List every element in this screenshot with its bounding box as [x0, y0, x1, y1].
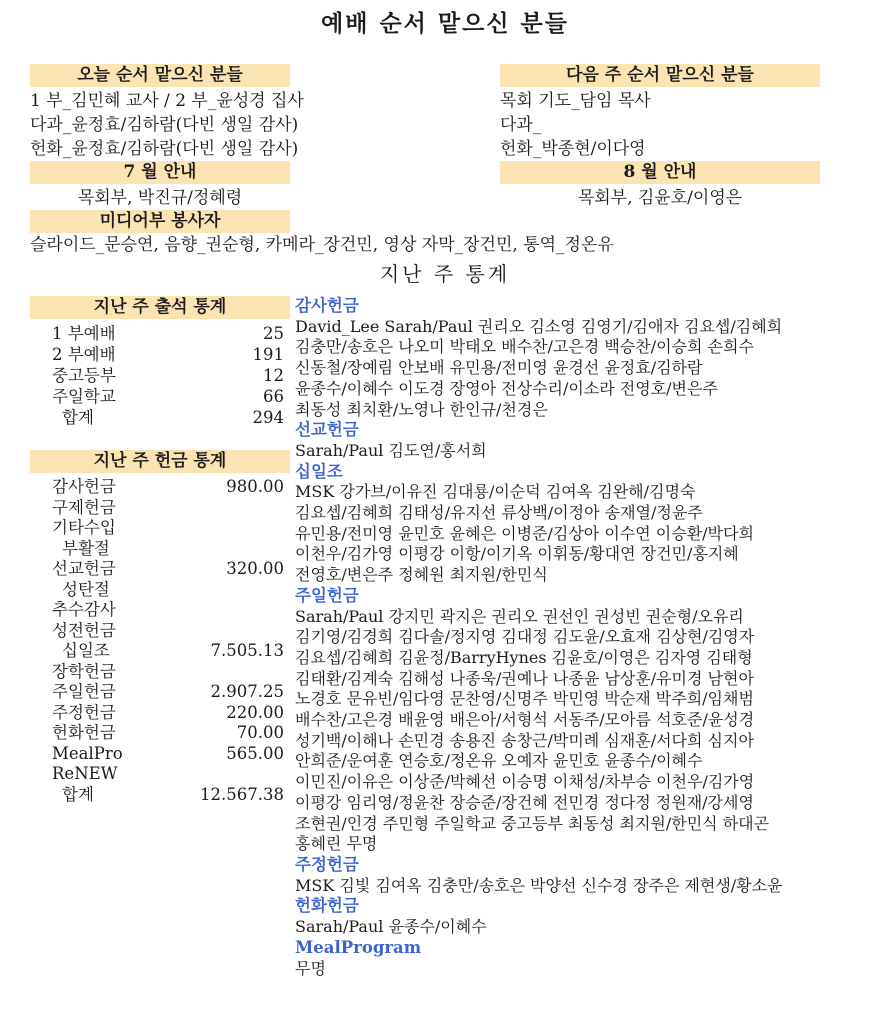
- row-label: 추수감사: [52, 600, 116, 619]
- donor-section-header: MealProgram: [295, 937, 422, 957]
- donor-names-line: MSK 김빛 김여옥 김충만/송호은 박양선 신수경 장주은 제현생/황소윤: [295, 875, 783, 895]
- today-assignment-line: 1 부_김민혜 교사 / 2 부_윤성경 집사: [30, 91, 304, 111]
- today-assignment-line: 다과_윤정효/김하람(다빈 생일 감사): [30, 115, 299, 135]
- row-value: 12.567.38: [200, 784, 284, 804]
- table-row: [30, 600, 290, 621]
- donor-names-line: 전영호/변은주 정혜원 최지원/한민식: [295, 565, 548, 585]
- donor-names-line: 조현권/인경 주민형 주일학교 중고등부 최동성 최지원/한민식 하대곤: [295, 813, 770, 833]
- donor-names-line: 김충만/송호은 나오미 박태오 배수찬/고은경 백승찬/이승희 손희수: [295, 337, 754, 357]
- table-row: [30, 682, 290, 703]
- table-row: [30, 621, 290, 642]
- table-row: [30, 477, 290, 498]
- weekly-stats-title: 지난 주 통계: [379, 262, 511, 286]
- donor-names-line: MSK 강가브/이유진 김대룡/이순덕 김여옥 김완해/김명숙: [295, 482, 696, 502]
- table-row-total: [30, 785, 290, 806]
- row-value: 191: [252, 345, 284, 364]
- row-label: 감사헌금: [52, 477, 116, 496]
- row-label: 헌화헌금: [52, 723, 116, 742]
- table-row-total: [30, 407, 290, 428]
- donor-names-line: 김요셉/김혜희 김윤정/BarryHynes 김윤호/이영은 김자영 김태형: [295, 647, 753, 667]
- table-row: [30, 744, 290, 765]
- attendance-stats-header: 지난 주 출석 통계: [30, 296, 290, 319]
- row-label: 성탄절: [62, 579, 110, 599]
- july-notice-header: 7 월 안내: [30, 161, 290, 184]
- donor-names-line: 김태환/김계숙 김해성 나종욱/권예나 나종윤 남상훈/유미경 남현아: [295, 668, 754, 688]
- row-value: 25: [263, 324, 284, 343]
- table-row: [30, 539, 290, 560]
- offering-stats-header: 지난 주 헌금 통계: [30, 450, 290, 473]
- donor-lists-column: [295, 296, 885, 979]
- media-team-header: 미디어부 봉사자: [30, 210, 290, 233]
- table-row: [30, 723, 290, 744]
- donor-names-line: Sarah/Paul 김도연/홍서희: [295, 440, 487, 460]
- donor-section-header: 주정헌금: [295, 854, 359, 874]
- donor-section-header: 주일헌금: [295, 585, 359, 605]
- donor-names-line: Sarah/Paul 윤종수/이혜수: [295, 917, 487, 937]
- row-value: 2.907.25: [210, 682, 284, 701]
- august-notice-line: 목회부, 김윤호/이영은: [577, 188, 743, 208]
- table-row: [30, 559, 290, 580]
- donor-names-line: 최동성 최치환/노영나 한인규/천경은: [295, 399, 548, 419]
- row-label: 2 부예배: [52, 345, 116, 364]
- donor-names-line: 무명: [295, 958, 326, 978]
- table-row: [30, 323, 290, 344]
- row-label: 주일학교: [52, 387, 116, 406]
- donor-names-line: 윤종수/이혜수 이도경 장영아 전상수리/이소라 전영호/변은주: [295, 378, 718, 398]
- next-week-assignment-line: 다과_: [500, 115, 542, 135]
- table-row: [30, 703, 290, 724]
- attendance-stats-table: [30, 296, 290, 428]
- row-value: 980.00: [226, 477, 284, 496]
- row-label: 합계: [62, 408, 94, 427]
- row-label: 기타수입: [52, 518, 116, 537]
- row-label: 구제헌금: [52, 497, 116, 517]
- row-label: 주일헌금: [52, 682, 116, 701]
- donor-section-header: 감사헌금: [295, 296, 359, 315]
- donor-names-line: 이평강 임리영/정윤찬 장승준/장건혜 전민경 정다정 정원재/강세영: [295, 792, 754, 812]
- donor-names-line: 이민진/이유은 이상준/박혜선 이승명 이채성/차부승 이천우/김가영: [295, 772, 755, 792]
- table-row: [30, 365, 290, 386]
- row-value: 12: [263, 366, 284, 385]
- row-value: 7.505.13: [210, 641, 284, 660]
- offering-stats-table: [30, 450, 290, 805]
- donor-names-line: 김요셉/김혜희 김태성/유지선 류상백/이정아 송재열/정윤주: [295, 503, 703, 523]
- row-value: 70.00: [236, 723, 284, 742]
- today-assignment-line: 헌화_윤정효/김하람(다빈 생일 감사): [30, 139, 299, 159]
- row-value: 220.00: [226, 702, 284, 722]
- donor-names-line: 유민용/전미영 윤민호 윤혜은 이병준/김상아 이수연 이승환/박다희: [295, 523, 754, 543]
- july-notice-line: 목회부, 박진규/정혜령: [77, 188, 243, 208]
- today-assignments-column: [30, 64, 490, 235]
- row-label: 1 부예배: [52, 324, 116, 343]
- donor-names-line: 배수찬/고은경 배윤영 배은아/서형석 서동주/모아름 석호준/윤성경: [295, 710, 755, 730]
- row-value: 66: [263, 387, 284, 406]
- next-week-assignment-line: 헌화_박종현/이다영: [500, 139, 646, 159]
- donor-names-line: David_Lee Sarah/Paul 권리오 김소영 김영기/김애자 김요셉/김혜희: [295, 316, 783, 336]
- row-label: 성전헌금: [52, 620, 116, 640]
- row-label: 주정헌금: [52, 702, 116, 722]
- table-row: [30, 641, 290, 662]
- today-assignments-header: 오늘 순서 맡으신 분들: [30, 64, 290, 87]
- row-value: 294: [252, 408, 284, 427]
- row-label: ReNEW: [52, 764, 118, 783]
- table-row: [30, 580, 290, 601]
- page-title: 예배 순서 맡으신 분들: [321, 10, 569, 37]
- table-row: [30, 764, 290, 785]
- donor-section-header: 선교헌금: [295, 420, 359, 440]
- donor-names-line: 안희준/운여훈 연승호/정온유 오예자 윤민호 윤종수/이혜수: [295, 751, 703, 771]
- table-row: [30, 518, 290, 539]
- august-notice-header: 8 월 안내: [500, 161, 820, 184]
- donor-section-header: 십일조: [295, 461, 343, 481]
- media-team-volunteers-line: 슬라이드_문승연, 음향_권순형, 카메라_장건민, 영상 자막_장건민, 통역_정온유: [30, 235, 614, 255]
- table-row: [30, 344, 290, 365]
- donor-names-line: 이천우/김가영 이평강 이항/이기옥 이휘동/황대연 장건민/홍지혜: [295, 544, 739, 564]
- donor-names-line: 성기백/이해나 손민경 송용진 송창근/박미례 심재훈/서다희 심지아: [295, 730, 754, 750]
- next-week-assignments-column: [500, 64, 860, 210]
- donor-names-line: 홍혜린 무명: [295, 834, 378, 854]
- row-label: 장학헌금: [52, 661, 116, 681]
- donor-names-line: 신동철/장예림 안보배 유민용/전미영 윤경선 윤정효/김하람: [295, 358, 703, 378]
- row-label: 중고등부: [52, 366, 116, 385]
- row-label: 합계: [62, 784, 94, 804]
- next-week-assignments-header: 다음 주 순서 맡으신 분들: [500, 64, 820, 87]
- donor-section-header: 헌화헌금: [295, 896, 359, 916]
- table-row: [30, 662, 290, 683]
- donor-names-line: 김기영/김경희 김다솔/정지영 김대정 김도윤/오효재 김상현/김영자: [295, 627, 755, 647]
- row-label: 선교헌금: [52, 559, 116, 578]
- table-row: [30, 386, 290, 407]
- row-value: 565.00: [226, 743, 284, 763]
- row-label: 십일조: [62, 641, 110, 660]
- table-row: [30, 498, 290, 519]
- next-week-assignment-line: 목회 기도_담임 목사: [500, 91, 651, 111]
- row-value: 320.00: [226, 559, 284, 578]
- row-label: MealPro: [52, 743, 123, 763]
- row-label: 부활절: [62, 538, 110, 558]
- donor-names-line: Sarah/Paul 강지민 곽지은 권리오 권선인 권성빈 권순형/오유리: [295, 606, 744, 626]
- donor-names-line: 노경호 문유빈/임다영 문찬영/신명주 박민영 박순재 박주희/임채범: [295, 689, 754, 709]
